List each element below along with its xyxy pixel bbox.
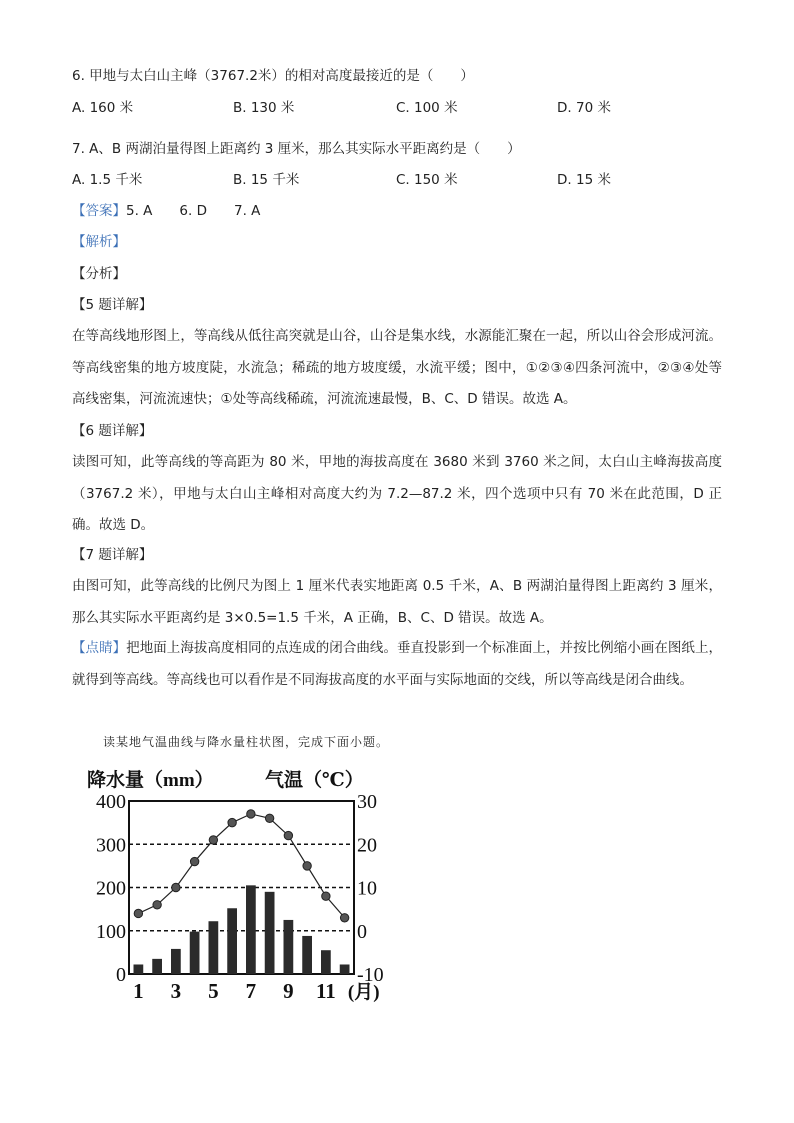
- q7-option-b: B. 15 千米: [233, 172, 300, 188]
- q7-option-c: C. 150 米: [396, 172, 458, 188]
- precip-bar-8: [265, 892, 275, 974]
- precip-bar-1: [134, 964, 144, 974]
- x-tick-label: 3: [170, 979, 182, 1003]
- right-tick-label: 20: [357, 834, 377, 857]
- temp-point-3: [172, 883, 180, 891]
- x-tick-label: 11: [315, 979, 336, 1003]
- right-tick-label: -10: [357, 964, 384, 986]
- precip-bar-7: [246, 885, 256, 974]
- q7-option-d: D. 15 米: [557, 172, 611, 188]
- right-tick-label: 0: [357, 920, 367, 943]
- temperature-line: [138, 814, 344, 918]
- q7-option-a: A. 1.5 千米: [72, 172, 143, 188]
- left-tick-label: 400: [96, 791, 126, 813]
- dianjing-block: [72, 633, 722, 696]
- temp-point-1: [134, 909, 142, 917]
- precip-bar-5: [209, 921, 219, 974]
- q6-option-b: B. 130 米: [233, 100, 295, 116]
- left-tick-label: 200: [96, 877, 126, 900]
- precip-bar-11: [321, 950, 331, 974]
- precip-bar-10: [302, 936, 312, 974]
- dianjing-text: 把地面上海拔高度相同的点连成的闭合曲线。垂直投影到一个标准面上，并按比例缩小画在图纸上，就得到等高线。等高线也可以看作是不同海拔高度的水平面与实际地面的交线，所以等高线是闭合曲线。: [72, 640, 723, 688]
- q6-option-a: A. 160 米: [72, 100, 134, 116]
- q6-option-c: C. 100 米: [396, 100, 458, 116]
- q6-option-d: D. 70 米: [557, 100, 611, 116]
- temp-point-10: [303, 862, 311, 870]
- fenxi-tag: 【分析】: [72, 266, 126, 282]
- answer-tag: 【答案】: [72, 203, 126, 219]
- temp-point-12: [340, 914, 348, 922]
- temp-point-7: [247, 810, 255, 818]
- precip-bar-12: [340, 964, 350, 974]
- temp-point-5: [209, 836, 217, 844]
- q6-detail-tag: 【6 题详解】: [72, 423, 153, 439]
- precip-bar-9: [284, 920, 294, 974]
- dianjing-tag: 【点睛】: [72, 640, 127, 656]
- right-axis-title: 气温（℃）: [265, 770, 364, 791]
- q5-detail-tag: 【5 题详解】: [72, 297, 153, 313]
- right-tick-label: 30: [357, 791, 377, 813]
- temp-point-8: [265, 814, 273, 822]
- temp-point-9: [284, 831, 292, 839]
- right-tick-label: 10: [357, 877, 377, 900]
- temp-point-6: [228, 818, 236, 826]
- left-tick-label: 100: [96, 920, 126, 943]
- analysis-tag: 【解析】: [72, 234, 126, 250]
- answer-line: [72, 201, 260, 221]
- q6-stem: 6. 甲地与太白山主峰（3767.2米）的相对高度最接近的是（ ）: [72, 68, 474, 84]
- precip-bar-2: [152, 959, 162, 974]
- left-tick-label: 300: [96, 834, 126, 857]
- precip-bar-3: [171, 949, 181, 974]
- precip-bar-6: [227, 908, 237, 974]
- x-tick-label: 5: [208, 979, 219, 1003]
- left-tick-label: 0: [116, 964, 126, 986]
- x-tick-label: 1: [133, 979, 144, 1003]
- chart-caption: 读某地气温曲线与降水量柱状图，完成下面小题。: [103, 735, 390, 749]
- x-axis-unit-label: (月): [347, 982, 380, 1003]
- q5-detail-text: 在等高线地形图上，等高线从低往高突就是山谷，山谷是集水线，水源能汇聚在一起，所以山谷会形成河流。等高线密集的地方坡度陡，水流急；稀疏的地方坡度缓，水流平缓；图中，①②③④四条河流中，②③④处等高线密集，河流流速快；①处等高线稀疏，河流流速最慢，B、C、D 错误。故选 A。: [72, 328, 722, 407]
- q6-detail-text: 读图可知，此等高线的等高距为 80 米，甲地的海拔高度在 3680 米到 3760 米之间，太白山主峰海拔高度（3767.2 米），甲地与太白山主峰相对高度大约为 7.2—87.2 米，四个选项中只有 70 米在此范围，D 正确。故选 D。: [72, 454, 722, 533]
- x-tick-label: 9: [283, 979, 294, 1003]
- temp-point-11: [322, 892, 330, 900]
- temp-point-4: [190, 857, 198, 865]
- q7-stem: 7. A、B 两湖泊量得图上距离约 3 厘米，那么其实际水平距离约是（ ）: [72, 141, 521, 157]
- x-tick-label: 7: [245, 979, 257, 1003]
- q7-detail-tag: 【7 题详解】: [72, 547, 153, 563]
- climate-chart: [85, 760, 384, 1003]
- temp-point-2: [153, 901, 161, 909]
- answer-text: 5. A 6. D 7. A: [126, 203, 261, 219]
- precip-bar-4: [190, 932, 200, 974]
- left-axis-title: 降水量（mm）: [87, 770, 214, 791]
- q7-detail-text: 由图可知，此等高线的比例尺为图上 1 厘米代表实地距离 0.5 千米，A、B 两湖泊量得图上距离约 3 厘米，那么其实际水平距离约是 3×0.5=1.5 千米，A 正确，B、C、D 错误。故选 A。: [72, 578, 722, 626]
